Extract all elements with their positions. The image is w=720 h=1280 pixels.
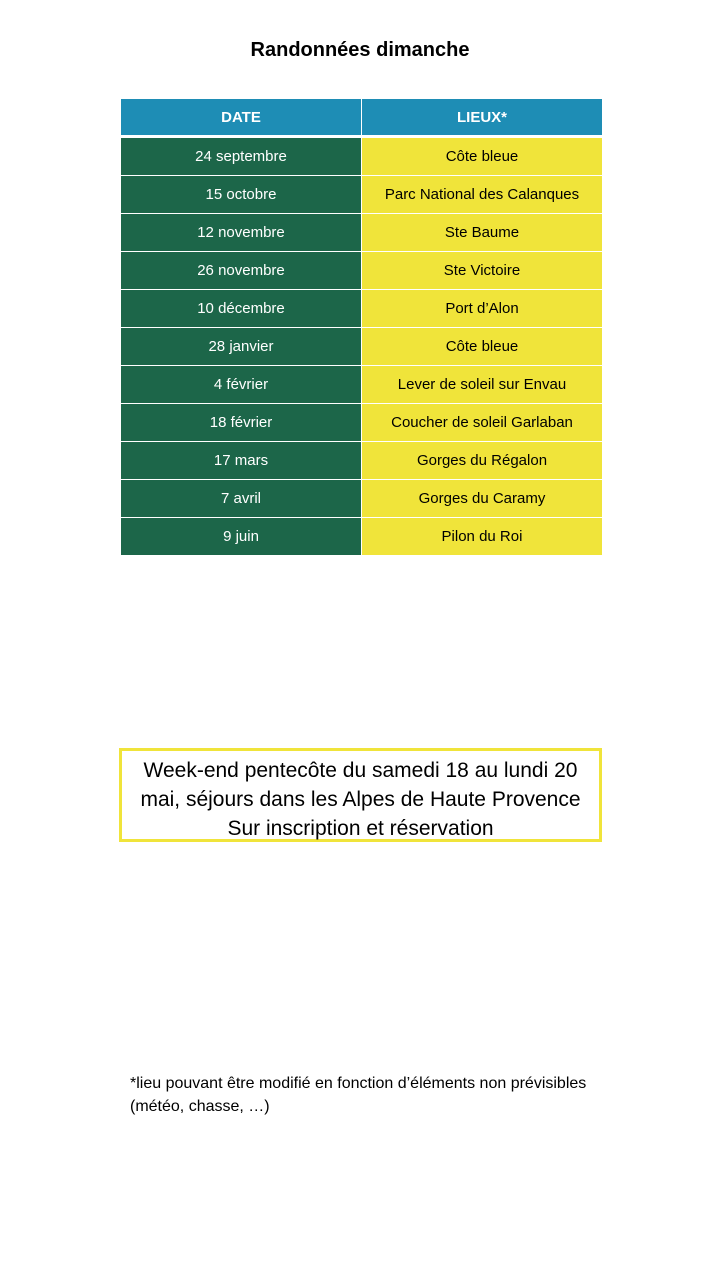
- place-cell: Ste Baume: [362, 214, 603, 252]
- table-row: [121, 442, 603, 480]
- date-cell: 10 décembre: [121, 290, 362, 328]
- date-cell: 4 février: [121, 366, 362, 404]
- table-row: [121, 137, 603, 176]
- date-cell: 28 janvier: [121, 328, 362, 366]
- table-row: [121, 404, 603, 442]
- table-row: [121, 290, 603, 328]
- place-cell: Gorges du Caramy: [362, 480, 603, 518]
- table-row: [121, 214, 603, 252]
- footnote: *lieu pouvant être modifié en fonction d’éléments non prévisibles (météo, chasse, …): [130, 1075, 587, 1115]
- header-places: LIEUX*: [362, 99, 603, 137]
- date-cell: 15 octobre: [121, 176, 362, 214]
- date-cell: 7 avril: [121, 480, 362, 518]
- date-cell: 12 novembre: [121, 214, 362, 252]
- table-row: [121, 328, 603, 366]
- notice-line-main: Week-end pentecôte du samedi 18 au lundi 20 mai, séjours dans les Alpes de Haute Provence: [140, 759, 581, 811]
- place-cell: Ste Victoire: [362, 252, 603, 290]
- date-cell: 26 novembre: [121, 252, 362, 290]
- page-title: Randonnées dimanche: [250, 39, 470, 61]
- date-cell: 9 juin: [121, 518, 362, 556]
- date-cell: 24 septembre: [121, 137, 362, 176]
- header-date: DATE: [121, 99, 362, 137]
- table-row: [121, 176, 603, 214]
- place-cell: Pilon du Roi: [362, 518, 603, 556]
- table-row: [121, 480, 603, 518]
- notice-line-registration: Sur inscription et réservation: [227, 817, 494, 840]
- hike-schedule-table: [120, 98, 603, 556]
- table-row: [121, 518, 603, 556]
- date-cell: 18 février: [121, 404, 362, 442]
- table-row: [121, 366, 603, 404]
- place-cell: Coucher de soleil Garlaban: [362, 404, 603, 442]
- pentecost-weekend-notice: [119, 748, 602, 842]
- place-cell: Parc National des Calanques: [362, 176, 603, 214]
- date-cell: 17 mars: [121, 442, 362, 480]
- place-cell: Côte bleue: [362, 137, 603, 176]
- table-row: [121, 252, 603, 290]
- place-cell: Port d’Alon: [362, 290, 603, 328]
- place-cell: Lever de soleil sur Envau: [362, 366, 603, 404]
- table-header-row: [121, 99, 603, 137]
- place-cell: Côte bleue: [362, 328, 603, 366]
- place-cell: Gorges du Régalon: [362, 442, 603, 480]
